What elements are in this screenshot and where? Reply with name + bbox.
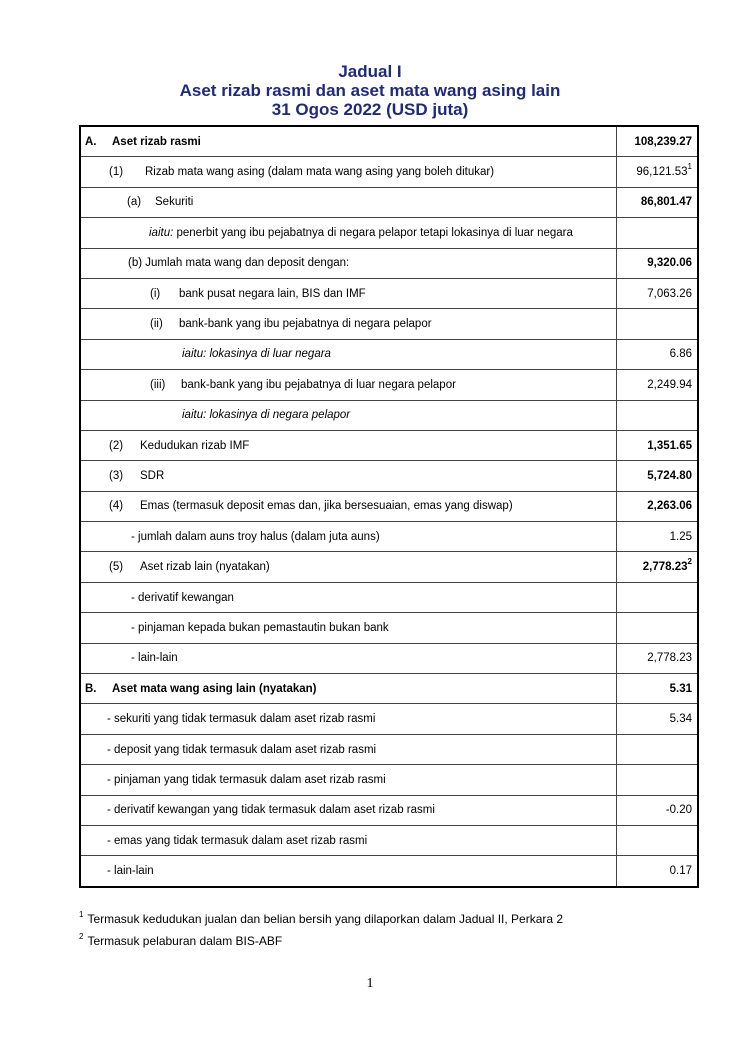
table-row	[80, 187, 698, 217]
table-date: 31 Ogos 2022 (USD juta)	[271, 100, 469, 119]
row-value: 1.25	[616, 522, 698, 552]
row-label: bank-bank yang ibu pejabatnya di luar negara pelapor	[181, 378, 456, 391]
row-label: iaitu: lokasinya di luar negara	[182, 348, 331, 361]
row-label: bank-bank yang ibu pejabatnya di negara pelapor	[179, 318, 432, 331]
row-value: 0.17	[616, 856, 698, 887]
table-row	[80, 430, 698, 460]
table-row	[80, 309, 698, 339]
row-value-cell	[616, 157, 698, 187]
row-number: (4)	[109, 500, 124, 513]
row-label: iaitu: lokasinya di negara pelapor	[182, 409, 351, 422]
table-row	[80, 643, 698, 673]
footnote-number: 2	[79, 932, 84, 941]
row-value: 108,239.27	[616, 126, 698, 157]
row-label: Sekuriti	[155, 196, 194, 209]
row-label: - pinjaman kepada bukan pemastautin bukan bank	[131, 621, 389, 634]
footnote-marker: 1	[687, 162, 692, 172]
table-subtitle: Aset rizab rasmi dan aset mata wang asing lain	[179, 81, 561, 100]
row-label: (b) Jumlah mata wang dan deposit dengan:	[128, 257, 350, 270]
row-value: 2,778.23	[616, 643, 698, 673]
row-value: -0.20	[616, 795, 698, 825]
footnote-number: 1	[79, 910, 84, 919]
row-value: 2,778.23	[642, 561, 688, 574]
row-value: 1,351.65	[616, 430, 698, 460]
row-number: (5)	[109, 561, 124, 574]
row-number: (i)	[150, 287, 161, 300]
table-row	[80, 552, 698, 582]
row-value: 2,263.06	[616, 491, 698, 521]
section-letter: B.	[85, 682, 97, 695]
row-number: (3)	[109, 469, 124, 482]
row-label: - sekuriti yang tidak termasuk dalam aset rizab rasmi	[107, 713, 376, 726]
table-row	[80, 613, 698, 643]
table-title: Jadual I	[338, 62, 402, 81]
table-row	[80, 278, 698, 308]
row-label: - lain-lain	[131, 652, 178, 665]
footnote-text: Termasuk pelaburan dalam BIS-ABF	[87, 934, 283, 948]
row-label: penerbit yang ibu pejabatnya di negara pelapor tetapi lokasinya di luar negara	[176, 226, 573, 239]
footnote-text: Termasuk kedudukan jualan dan belian bersih yang dilaporkan dalam Jadual II, Perkara 2	[87, 912, 564, 926]
table-row	[80, 157, 698, 187]
table-row	[80, 400, 698, 430]
table-row	[80, 704, 698, 734]
footnote-2	[79, 934, 282, 948]
row-value: 5.34	[616, 704, 698, 734]
table-row	[80, 582, 698, 612]
row-label: Rizab mata wang asing (dalam mata wang asing yang boleh ditukar)	[145, 166, 495, 179]
table-row	[80, 825, 698, 855]
iaitu-label: iaitu:	[149, 226, 174, 239]
table-row	[80, 370, 698, 400]
row-value: 7,063.26	[616, 278, 698, 308]
row-value: 96,121.53	[636, 166, 688, 179]
reserves-table	[79, 125, 699, 888]
row-number: (a)	[127, 196, 142, 209]
table-row	[80, 674, 698, 704]
table-row	[80, 339, 698, 369]
footnote-marker: 2	[687, 557, 692, 567]
row-number: (ii)	[150, 318, 163, 331]
section-letter: A.	[85, 135, 97, 148]
row-number: (iii)	[150, 378, 166, 391]
row-label: Aset rizab lain (nyatakan)	[140, 561, 270, 574]
page-number: 1	[366, 976, 374, 991]
row-label: - deposit yang tidak termasuk dalam aset rizab rasmi	[107, 743, 377, 756]
table-row	[80, 126, 698, 157]
table-row	[80, 522, 698, 552]
table-row	[80, 856, 698, 887]
row-label: Emas (termasuk deposit emas dan, jika bersesuaian, emas yang diswap)	[140, 500, 513, 513]
table-row	[80, 461, 698, 491]
table-row	[80, 734, 698, 764]
table-row	[80, 491, 698, 521]
table-row	[80, 248, 698, 278]
row-label: - lain-lain	[107, 865, 154, 878]
row-value: 5,724.80	[616, 461, 698, 491]
row-label: SDR	[140, 469, 165, 482]
row-number: (2)	[109, 439, 124, 452]
row-label: - emas yang tidak termasuk dalam aset rizab rasmi	[107, 834, 368, 847]
row-value: 5.31	[616, 674, 698, 704]
table-row	[80, 218, 698, 248]
row-label: - derivatif kewangan yang tidak termasuk dalam aset rizab rasmi	[107, 804, 435, 817]
row-label: - jumlah dalam auns troy halus (dalam juta auns)	[131, 530, 380, 543]
row-label: - derivatif kewangan	[131, 591, 234, 604]
table-row	[80, 765, 698, 795]
row-label: Aset rizab rasmi	[112, 135, 201, 148]
footnote-1	[79, 912, 563, 926]
row-value: 6.86	[616, 339, 698, 369]
row-number: (1)	[109, 166, 124, 179]
row-value: 2,249.94	[616, 370, 698, 400]
row-label: - pinjaman yang tidak termasuk dalam aset rizab rasmi	[107, 773, 386, 786]
row-label: Aset mata wang asing lain (nyatakan)	[112, 682, 317, 695]
row-value-cell	[616, 552, 698, 582]
row-label: Kedudukan rizab IMF	[140, 439, 250, 452]
row-value: 9,320.06	[616, 248, 698, 278]
table-row	[80, 795, 698, 825]
row-label: bank pusat negara lain, BIS dan IMF	[179, 287, 366, 300]
row-value: 86,801.47	[616, 187, 698, 217]
